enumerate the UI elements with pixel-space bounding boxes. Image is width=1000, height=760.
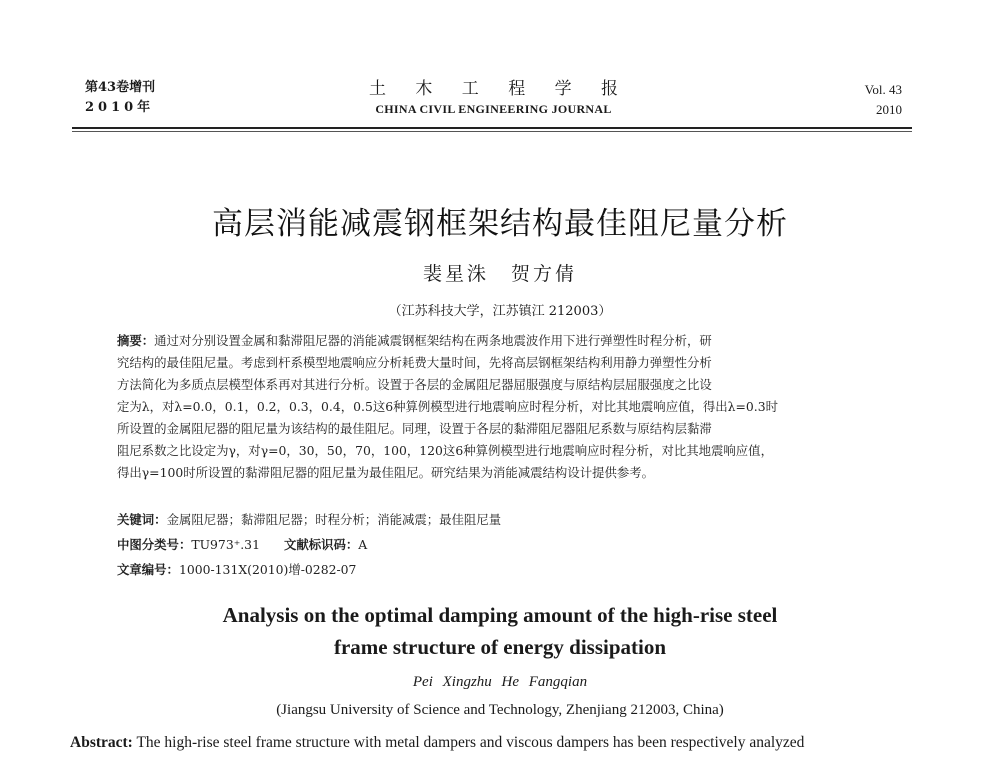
authors-cn: 裴星洙 贺方倩 bbox=[422, 263, 577, 285]
paper-title-cn: 高层消能减震钢框架结构最佳阻尼量分析 bbox=[212, 206, 788, 242]
affiliation-en: (Jiangsu University of Science and Technology, Zhenjiang 212003, China) bbox=[276, 702, 724, 718]
paper-title-en-line1: Analysis on the optimal damping amount of the high-rise steel bbox=[222, 603, 778, 627]
journal-name-cn: 土 木 工 程 学 报 bbox=[368, 79, 631, 99]
article-no-value: 1000-131X(2010)增-0282-07 bbox=[178, 562, 357, 577]
paper-title-en bbox=[0, 599, 1000, 663]
clc-value: TU973⁺.31 bbox=[191, 537, 260, 552]
abstract-cn-line: 方法简化为多质点层模型体系再对其进行分析。设置于各层的金属阻尼器屈服强度与原结构层屈服强度之比设 bbox=[117, 377, 712, 392]
abstract-cn bbox=[117, 330, 883, 484]
abstract-cn-label: 摘要： bbox=[117, 333, 155, 348]
volume-cn: 第43卷增刊 bbox=[85, 80, 156, 95]
doc-code-value: A bbox=[358, 537, 368, 552]
journal-header bbox=[85, 78, 902, 126]
abstract-cn-line: 定为λ，对λ=0.0，0.1，0.2，0.3，0.4，0.5这6种算例模型进行地震响应时程分析，对比其地震响应值，得出λ=0.3时 bbox=[117, 399, 778, 414]
year-en: 2010 bbox=[876, 102, 902, 117]
abstract-en-label: Abstract: bbox=[70, 734, 133, 751]
abstract-cn-line bbox=[117, 330, 883, 352]
abstract-en bbox=[70, 732, 940, 754]
article-no-label: 文章编号： bbox=[117, 562, 179, 577]
keywords bbox=[117, 510, 501, 530]
abstract-cn-text: 通过对分别设置金属和黏滞阻尼器的消能减震钢框架结构在两条地震波作用下进行弹塑性时程分析，研 bbox=[154, 333, 712, 348]
classification bbox=[117, 535, 367, 555]
keywords-value: 金属阻尼器；黏滞阻尼器；时程分析；消能减震；最佳阻尼量 bbox=[166, 512, 502, 527]
abstract-cn-line: 阻尼系数之比设定为γ，对γ=0，30，50，70，100，120这6种算例模型进行地震响应时程分析，对比其地震响应值， bbox=[117, 443, 773, 458]
volume-en: Vol. 43 bbox=[864, 82, 902, 97]
header-rule-thick bbox=[72, 127, 912, 129]
journal-name-en: CHINA CIVIL ENGINEERING JOURNAL bbox=[375, 102, 612, 116]
abstract-cn-line: 究结构的最佳阻尼量。考虑到杆系模型地震响应分析耗费大量时间，先将高层钢框架结构利用静力弹塑性分析 bbox=[117, 355, 712, 370]
header-rule-thin bbox=[72, 131, 912, 132]
year-cn: 2010年 bbox=[85, 100, 155, 115]
affiliation-cn: （江苏科技大学，江苏镇江 212003） bbox=[388, 304, 612, 319]
paper-title-en-line2: frame structure of energy dissipation bbox=[333, 635, 667, 659]
abstract-cn-line: 所设置的金属阻尼器的阻尼量为该结构的最佳阻尼。同理，设置于各层的黏滞阻尼器阻尼系数与原结构层黏滞 bbox=[117, 421, 712, 436]
abstract-en-text: The high-rise steel frame structure with metal dampers and viscous dampers has been respectively analyzed bbox=[132, 734, 805, 751]
keywords-label: 关键词： bbox=[117, 512, 167, 527]
clc-label: 中图分类号： bbox=[117, 537, 192, 552]
header-right bbox=[865, 80, 902, 120]
article-number bbox=[117, 560, 356, 580]
abstract-cn-line: 得出γ=100时所设置的黏滞阻尼器的阻尼量为最佳阻尼。研究结果为消能减震结构设计提供参考。 bbox=[117, 465, 655, 480]
authors-en: Pei Xingzhu He Fangqian bbox=[412, 674, 588, 690]
doc-code-label: 文献标识码： bbox=[283, 537, 359, 552]
header-center bbox=[85, 78, 902, 118]
